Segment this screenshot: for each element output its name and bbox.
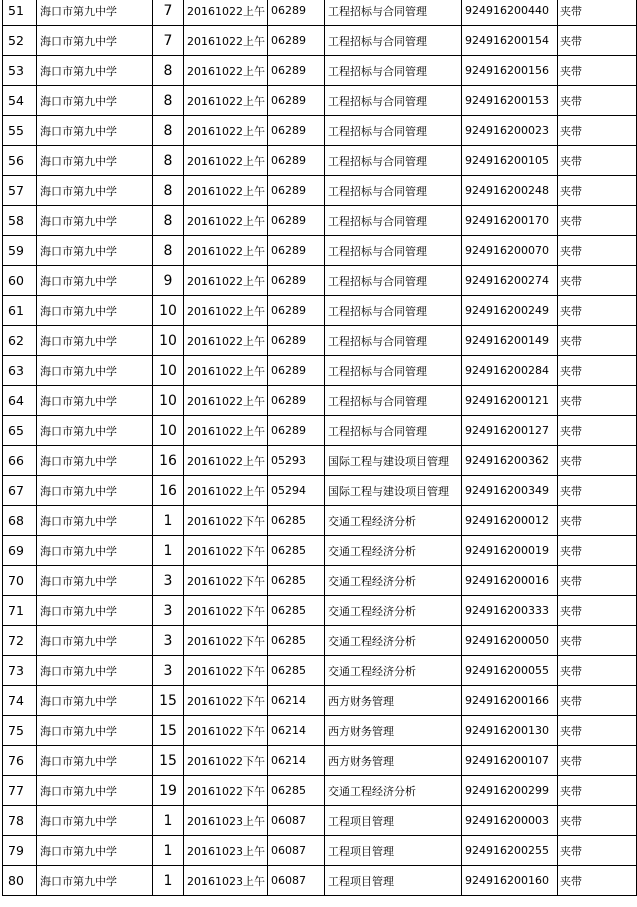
violation-type-cell: 夹带 (558, 776, 637, 806)
course-name-cell: 交通工程经济分析 (325, 536, 462, 566)
ticket-number-cell: 924916200023 (462, 116, 558, 146)
exam-room-cell: 10 (153, 326, 184, 356)
exam-room-cell: 3 (153, 656, 184, 686)
course-name-cell: 国际工程与建设项目管理 (325, 476, 462, 506)
row-index-cell: 80 (3, 866, 37, 896)
exam-session-cell: 20161022上午 (184, 56, 268, 86)
course-code-cell: 06285 (268, 596, 325, 626)
violation-type-cell: 夹带 (558, 56, 637, 86)
table-row (3, 386, 637, 416)
course-name-cell: 工程招标与合同管理 (325, 176, 462, 206)
course-name-cell: 工程项目管理 (325, 836, 462, 866)
ticket-number-cell: 924916200149 (462, 326, 558, 356)
table-row (3, 326, 637, 356)
exam-room-cell: 3 (153, 626, 184, 656)
course-code-cell: 06289 (268, 176, 325, 206)
course-code-cell: 06289 (268, 236, 325, 266)
row-index-cell: 76 (3, 746, 37, 776)
ticket-number-cell: 924916200012 (462, 506, 558, 536)
row-index-cell: 70 (3, 566, 37, 596)
table-row (3, 836, 637, 866)
violation-type-cell: 夹带 (558, 26, 637, 56)
exam-site-cell: 海口市第九中学 (37, 416, 153, 446)
course-code-cell: 06214 (268, 686, 325, 716)
ticket-number-cell: 924916200050 (462, 626, 558, 656)
exam-site-cell: 海口市第九中学 (37, 236, 153, 266)
exam-site-cell: 海口市第九中学 (37, 146, 153, 176)
ticket-number-cell: 924916200170 (462, 206, 558, 236)
ticket-number-cell: 924916200255 (462, 836, 558, 866)
exam-session-cell: 20161022上午 (184, 116, 268, 146)
row-index-cell: 71 (3, 596, 37, 626)
exam-room-cell: 8 (153, 176, 184, 206)
exam-site-cell: 海口市第九中学 (37, 656, 153, 686)
exam-session-cell: 20161022下午 (184, 536, 268, 566)
violation-type-cell: 夹带 (558, 656, 637, 686)
exam-room-cell: 10 (153, 386, 184, 416)
exam-room-cell: 3 (153, 566, 184, 596)
table-row (3, 26, 637, 56)
row-index-cell: 63 (3, 356, 37, 386)
row-index-cell: 78 (3, 806, 37, 836)
course-code-cell: 06289 (268, 266, 325, 296)
course-name-cell: 工程招标与合同管理 (325, 326, 462, 356)
violation-type-cell: 夹带 (558, 356, 637, 386)
exam-session-cell: 20161022下午 (184, 656, 268, 686)
ticket-number-cell: 924916200130 (462, 716, 558, 746)
exam-room-cell: 15 (153, 716, 184, 746)
violation-type-cell: 夹带 (558, 146, 637, 176)
row-index-cell: 53 (3, 56, 37, 86)
row-index-cell: 59 (3, 236, 37, 266)
ticket-number-cell: 924916200055 (462, 656, 558, 686)
course-name-cell: 工程招标与合同管理 (325, 206, 462, 236)
course-name-cell: 工程项目管理 (325, 806, 462, 836)
course-name-cell: 西方财务管理 (325, 746, 462, 776)
exam-session-cell: 20161022上午 (184, 206, 268, 236)
exam-room-cell: 8 (153, 56, 184, 86)
row-index-cell: 74 (3, 686, 37, 716)
row-index-cell: 67 (3, 476, 37, 506)
course-name-cell: 工程招标与合同管理 (325, 86, 462, 116)
ticket-number-cell: 924916200107 (462, 746, 558, 776)
exam-session-cell: 20161022上午 (184, 446, 268, 476)
exam-site-cell: 海口市第九中学 (37, 86, 153, 116)
exam-session-cell: 20161022下午 (184, 716, 268, 746)
row-index-cell: 62 (3, 326, 37, 356)
row-index-cell: 65 (3, 416, 37, 446)
ticket-number-cell: 924916200249 (462, 296, 558, 326)
course-code-cell: 06285 (268, 536, 325, 566)
course-code-cell: 06214 (268, 746, 325, 776)
violation-type-cell: 夹带 (558, 266, 637, 296)
exam-site-cell: 海口市第九中学 (37, 506, 153, 536)
exam-session-cell: 20161022上午 (184, 326, 268, 356)
violation-type-cell: 夹带 (558, 506, 637, 536)
exam-session-cell: 20161022下午 (184, 776, 268, 806)
exam-site-cell: 海口市第九中学 (37, 116, 153, 146)
course-name-cell: 交通工程经济分析 (325, 566, 462, 596)
ticket-number-cell: 924916200127 (462, 416, 558, 446)
row-index-cell: 69 (3, 536, 37, 566)
table-row (3, 86, 637, 116)
ticket-number-cell: 924916200121 (462, 386, 558, 416)
ticket-number-cell: 924916200153 (462, 86, 558, 116)
violation-type-cell: 夹带 (558, 626, 637, 656)
course-code-cell: 06289 (268, 56, 325, 86)
row-index-cell: 54 (3, 86, 37, 116)
course-code-cell: 06285 (268, 776, 325, 806)
table-row (3, 626, 637, 656)
course-name-cell: 交通工程经济分析 (325, 656, 462, 686)
violation-type-cell: 夹带 (558, 206, 637, 236)
row-index-cell: 73 (3, 656, 37, 686)
course-code-cell: 06289 (268, 206, 325, 236)
exam-site-cell: 海口市第九中学 (37, 356, 153, 386)
exam-session-cell: 20161022上午 (184, 146, 268, 176)
row-index-cell: 55 (3, 116, 37, 146)
table-row (3, 236, 637, 266)
ticket-number-cell: 924916200154 (462, 26, 558, 56)
ticket-number-cell: 924916200440 (462, 0, 558, 26)
table-row (3, 656, 637, 686)
violation-type-cell: 夹带 (558, 176, 637, 206)
course-code-cell: 06289 (268, 0, 325, 26)
exam-site-cell: 海口市第九中学 (37, 776, 153, 806)
course-code-cell: 06289 (268, 296, 325, 326)
course-name-cell: 交通工程经济分析 (325, 506, 462, 536)
course-code-cell: 06289 (268, 326, 325, 356)
exam-site-cell: 海口市第九中学 (37, 806, 153, 836)
table-row (3, 536, 637, 566)
violation-type-cell: 夹带 (558, 716, 637, 746)
ticket-number-cell: 924916200160 (462, 866, 558, 896)
exam-session-cell: 20161022下午 (184, 686, 268, 716)
ticket-number-cell: 924916200016 (462, 566, 558, 596)
exam-room-cell: 19 (153, 776, 184, 806)
violation-type-cell: 夹带 (558, 296, 637, 326)
ticket-number-cell: 924916200248 (462, 176, 558, 206)
ticket-number-cell: 924916200362 (462, 446, 558, 476)
row-index-cell: 72 (3, 626, 37, 656)
exam-room-cell: 10 (153, 416, 184, 446)
course-code-cell: 06289 (268, 116, 325, 146)
row-index-cell: 66 (3, 446, 37, 476)
exam-session-cell: 20161023上午 (184, 836, 268, 866)
exam-session-cell: 20161022上午 (184, 86, 268, 116)
table-row (3, 266, 637, 296)
exam-site-cell: 海口市第九中学 (37, 176, 153, 206)
exam-room-cell: 15 (153, 746, 184, 776)
exam-session-cell: 20161022上午 (184, 176, 268, 206)
ticket-number-cell: 924916200070 (462, 236, 558, 266)
course-name-cell: 工程招标与合同管理 (325, 266, 462, 296)
exam-site-cell: 海口市第九中学 (37, 266, 153, 296)
row-index-cell: 56 (3, 146, 37, 176)
row-index-cell: 75 (3, 716, 37, 746)
table-row (3, 146, 637, 176)
ticket-number-cell: 924916200019 (462, 536, 558, 566)
exam-site-cell: 海口市第九中学 (37, 56, 153, 86)
row-index-cell: 77 (3, 776, 37, 806)
table-row (3, 716, 637, 746)
exam-session-cell: 20161022上午 (184, 476, 268, 506)
table-row (3, 506, 637, 536)
course-name-cell: 西方财务管理 (325, 686, 462, 716)
exam-session-cell: 20161022下午 (184, 506, 268, 536)
row-index-cell: 79 (3, 836, 37, 866)
exam-site-cell: 海口市第九中学 (37, 476, 153, 506)
exam-room-cell: 8 (153, 206, 184, 236)
course-name-cell: 工程招标与合同管理 (325, 56, 462, 86)
exam-site-cell: 海口市第九中学 (37, 206, 153, 236)
table-row (3, 0, 637, 26)
row-index-cell: 60 (3, 266, 37, 296)
exam-session-cell: 20161022下午 (184, 626, 268, 656)
exam-site-cell: 海口市第九中学 (37, 686, 153, 716)
exam-room-cell: 1 (153, 806, 184, 836)
exam-site-cell: 海口市第九中学 (37, 596, 153, 626)
course-code-cell: 06289 (268, 356, 325, 386)
ticket-number-cell: 924916200156 (462, 56, 558, 86)
exam-site-cell: 海口市第九中学 (37, 626, 153, 656)
table-row (3, 206, 637, 236)
exam-session-cell: 20161023上午 (184, 806, 268, 836)
violation-type-cell: 夹带 (558, 416, 637, 446)
table-row (3, 776, 637, 806)
ticket-number-cell: 924916200003 (462, 806, 558, 836)
exam-site-cell: 海口市第九中学 (37, 296, 153, 326)
violation-type-cell: 夹带 (558, 386, 637, 416)
exam-room-cell: 8 (153, 236, 184, 266)
exam-session-cell: 20161022上午 (184, 356, 268, 386)
course-name-cell: 工程招标与合同管理 (325, 386, 462, 416)
exam-room-cell: 1 (153, 836, 184, 866)
exam-site-cell: 海口市第九中学 (37, 836, 153, 866)
exam-room-cell: 8 (153, 116, 184, 146)
exam-site-cell: 海口市第九中学 (37, 716, 153, 746)
exam-session-cell: 20161022下午 (184, 596, 268, 626)
exam-room-cell: 10 (153, 356, 184, 386)
exam-room-cell: 15 (153, 686, 184, 716)
violation-type-cell: 夹带 (558, 746, 637, 776)
table-row (3, 866, 637, 896)
violation-type-cell: 夹带 (558, 0, 637, 26)
exam-site-cell: 海口市第九中学 (37, 26, 153, 56)
violation-type-cell: 夹带 (558, 596, 637, 626)
violation-type-cell: 夹带 (558, 86, 637, 116)
table-row (3, 476, 637, 506)
course-code-cell: 06289 (268, 26, 325, 56)
table-row (3, 116, 637, 146)
table-body (3, 0, 637, 896)
table-row (3, 416, 637, 446)
course-name-cell: 工程招标与合同管理 (325, 416, 462, 446)
exam-room-cell: 8 (153, 146, 184, 176)
course-code-cell: 06289 (268, 86, 325, 116)
course-name-cell: 国际工程与建设项目管理 (325, 446, 462, 476)
exam-site-cell: 海口市第九中学 (37, 0, 153, 26)
exam-room-cell: 3 (153, 596, 184, 626)
ticket-number-cell: 924916200105 (462, 146, 558, 176)
course-code-cell: 06289 (268, 386, 325, 416)
course-code-cell: 06087 (268, 806, 325, 836)
course-name-cell: 工程招标与合同管理 (325, 26, 462, 56)
exam-session-cell: 20161022下午 (184, 746, 268, 776)
exam-site-cell: 海口市第九中学 (37, 566, 153, 596)
course-name-cell: 交通工程经济分析 (325, 596, 462, 626)
table-row (3, 176, 637, 206)
course-code-cell: 05294 (268, 476, 325, 506)
violation-table (2, 0, 637, 896)
table-row (3, 686, 637, 716)
course-name-cell: 西方财务管理 (325, 716, 462, 746)
exam-site-cell: 海口市第九中学 (37, 866, 153, 896)
course-name-cell: 交通工程经济分析 (325, 776, 462, 806)
exam-room-cell: 7 (153, 26, 184, 56)
course-name-cell: 工程招标与合同管理 (325, 146, 462, 176)
exam-site-cell: 海口市第九中学 (37, 446, 153, 476)
exam-session-cell: 20161023上午 (184, 866, 268, 896)
exam-room-cell: 1 (153, 506, 184, 536)
row-index-cell: 64 (3, 386, 37, 416)
ticket-number-cell: 924916200333 (462, 596, 558, 626)
exam-room-cell: 8 (153, 86, 184, 116)
ticket-number-cell: 924916200349 (462, 476, 558, 506)
violation-type-cell: 夹带 (558, 326, 637, 356)
violation-type-cell: 夹带 (558, 866, 637, 896)
exam-session-cell: 20161022上午 (184, 296, 268, 326)
row-index-cell: 61 (3, 296, 37, 326)
violation-type-cell: 夹带 (558, 686, 637, 716)
course-name-cell: 工程招标与合同管理 (325, 296, 462, 326)
violation-type-cell: 夹带 (558, 476, 637, 506)
course-code-cell: 06285 (268, 566, 325, 596)
course-name-cell: 工程招标与合同管理 (325, 356, 462, 386)
violation-type-cell: 夹带 (558, 566, 637, 596)
exam-site-cell: 海口市第九中学 (37, 386, 153, 416)
exam-site-cell: 海口市第九中学 (37, 326, 153, 356)
row-index-cell: 68 (3, 506, 37, 536)
course-code-cell: 06087 (268, 836, 325, 866)
course-name-cell: 交通工程经济分析 (325, 626, 462, 656)
ticket-number-cell: 924916200166 (462, 686, 558, 716)
table-row (3, 806, 637, 836)
exam-session-cell: 20161022上午 (184, 26, 268, 56)
course-code-cell: 05293 (268, 446, 325, 476)
row-index-cell: 51 (3, 0, 37, 26)
exam-room-cell: 16 (153, 446, 184, 476)
exam-room-cell: 16 (153, 476, 184, 506)
course-name-cell: 工程招标与合同管理 (325, 236, 462, 266)
course-code-cell: 06285 (268, 626, 325, 656)
exam-session-cell: 20161022上午 (184, 386, 268, 416)
exam-session-cell: 20161022上午 (184, 236, 268, 266)
exam-room-cell: 1 (153, 536, 184, 566)
exam-site-cell: 海口市第九中学 (37, 746, 153, 776)
table-row (3, 56, 637, 86)
exam-site-cell: 海口市第九中学 (37, 536, 153, 566)
violation-type-cell: 夹带 (558, 836, 637, 866)
table-row (3, 596, 637, 626)
ticket-number-cell: 924916200299 (462, 776, 558, 806)
ticket-number-cell: 924916200284 (462, 356, 558, 386)
course-name-cell: 工程项目管理 (325, 866, 462, 896)
course-code-cell: 06087 (268, 866, 325, 896)
violation-type-cell: 夹带 (558, 446, 637, 476)
course-code-cell: 06214 (268, 716, 325, 746)
course-name-cell: 工程招标与合同管理 (325, 0, 462, 26)
table-row (3, 296, 637, 326)
table-row (3, 356, 637, 386)
row-index-cell: 52 (3, 26, 37, 56)
table-row (3, 746, 637, 776)
exam-session-cell: 20161022上午 (184, 0, 268, 26)
violation-type-cell: 夹带 (558, 536, 637, 566)
exam-session-cell: 20161022上午 (184, 416, 268, 446)
violation-type-cell: 夹带 (558, 806, 637, 836)
course-code-cell: 06285 (268, 656, 325, 686)
course-name-cell: 工程招标与合同管理 (325, 116, 462, 146)
exam-session-cell: 20161022上午 (184, 266, 268, 296)
exam-room-cell: 7 (153, 0, 184, 26)
violation-type-cell: 夹带 (558, 236, 637, 266)
course-code-cell: 06289 (268, 416, 325, 446)
ticket-number-cell: 924916200274 (462, 266, 558, 296)
exam-session-cell: 20161022下午 (184, 566, 268, 596)
violation-type-cell: 夹带 (558, 116, 637, 146)
course-code-cell: 06289 (268, 146, 325, 176)
row-index-cell: 58 (3, 206, 37, 236)
row-index-cell: 57 (3, 176, 37, 206)
course-code-cell: 06285 (268, 506, 325, 536)
exam-room-cell: 1 (153, 866, 184, 896)
exam-room-cell: 9 (153, 266, 184, 296)
table-row (3, 566, 637, 596)
table-row (3, 446, 637, 476)
exam-room-cell: 10 (153, 296, 184, 326)
